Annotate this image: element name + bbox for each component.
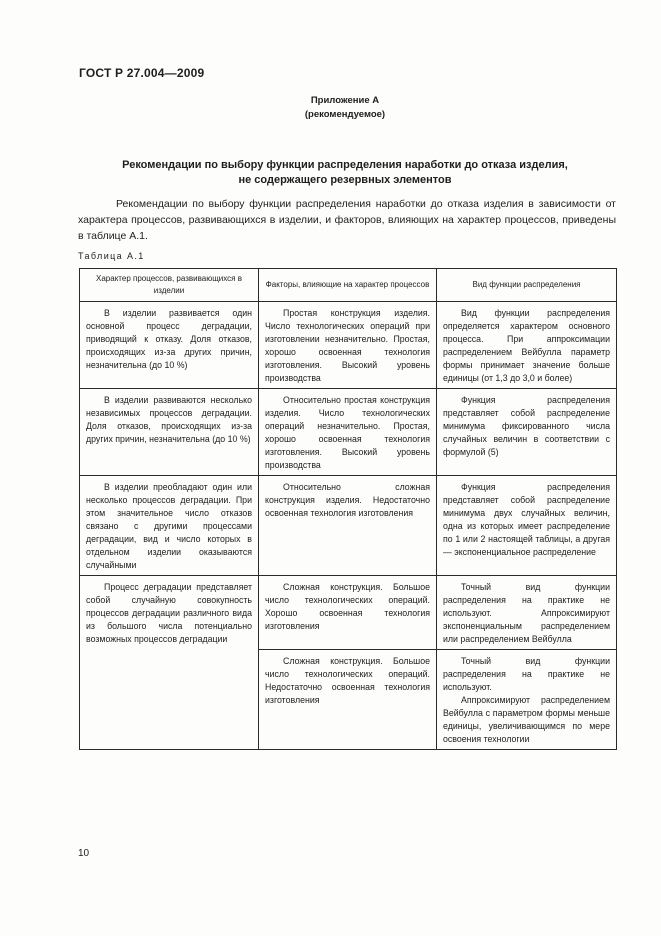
cell-factors-text: Простая конструкция изделия. Число технологических операций при изготовлении незначительно. Простая, хорошо освоенная технология изготовления. Высокий уровень производства — [265, 308, 430, 383]
cell-distribution-text: Точный вид функции распределения на практике не используют. — [443, 656, 610, 692]
cell-factors-text: Относительно сложная конструкция изделия. Недостаточно освоенная технология изготовления — [265, 482, 430, 518]
cell-factors — [259, 302, 437, 389]
cell-factors-text: Сложная конструкция. Большое число технологических операций. Недостаточно освоенная технология изготовления — [265, 656, 430, 705]
table-row — [80, 650, 617, 750]
cell-process — [80, 476, 259, 576]
table-row — [80, 389, 617, 476]
section-heading-line-1: Рекомендации по выбору функции распределения наработки до отказа изделия, — [122, 159, 568, 171]
cell-process-text: В изделии развиваются несколько независимых процессов деградации. Доля отказов, происходящих из-за других причин, незначительна (до 10 %) — [86, 395, 252, 444]
cell-process — [80, 302, 259, 389]
cell-factors-text: Относительно простая конструкция изделия. Число технологических операций незначительно. Простая, хорошо освоенная технология изготовления. Высокий уровень производства — [265, 395, 430, 470]
header-factors: Факторы, влияющие на характер процессов — [259, 269, 437, 302]
cell-process-text: В изделии развивается один основной процесс деградации, приводящий к отказу. Доля отказов, происходящих из-за других причин, незначительна (до 10 %) — [86, 308, 252, 370]
cell-factors — [259, 389, 437, 476]
intro-paragraph: Рекомендации по выбору функции распределения наработки до отказа изделия в зависимости от характера процессов, развивающихся в изделии, и факторов, влияющих на характер процессов, приведены в таблице А.1. — [78, 198, 616, 242]
cell-distribution — [437, 476, 617, 576]
cell-factors — [259, 476, 437, 576]
table-row — [80, 302, 617, 389]
cell-distribution-text: Функция распределения представляет собой распределение минимума фиксированного числа случайных величин в соответствии с формулой (5) — [443, 395, 610, 457]
header-distribution: Вид функции распределения — [437, 269, 617, 302]
table-row — [80, 576, 617, 650]
cell-distribution — [437, 650, 617, 750]
cell-process-text: В изделии преобладают один или несколько процессов деградации. При этом значительное число отказов связано с другими процессами деградации, вид и число которых в отдельном изделии оказываются случайными — [86, 482, 252, 570]
appendix-block — [200, 94, 490, 122]
cell-process — [80, 576, 259, 650]
cell-process-continued — [80, 650, 259, 750]
section-heading-line-2: не содержащего резервных элементов — [238, 174, 452, 186]
page-number: 10 — [78, 848, 90, 859]
table-header-row — [80, 269, 617, 302]
cell-distribution-text: Точный вид функции распределения на практике не используют. Аппроксимируют экспоненциальным распределением или распределением Вейбулла — [443, 582, 610, 644]
section-heading — [90, 158, 600, 188]
cell-factors — [259, 576, 437, 650]
cell-distribution-text: Аппроксимируют распределением Вейбулла с параметром формы меньше единицы, увеличивающимся по мере освоения технологии — [443, 695, 610, 744]
cell-process-text: Процесс деградации представляет собой случайную совокупность процессов деградации различного вида из большого числа потенциально возможных процессов деградации — [86, 582, 252, 644]
recommendation-table — [79, 268, 617, 750]
cell-distribution-text: Вид функции распределения определяется характером основного процесса. При аппроксимации распределением Вейбулла параметр формы принимает значение больше единицы (от 1,3 до 3,0 и более) — [443, 308, 610, 383]
cell-distribution — [437, 576, 617, 650]
appendix-status: (рекомендуемое) — [304, 109, 386, 120]
table-row — [80, 476, 617, 576]
document-code: ГОСТ Р 27.004—2009 — [79, 66, 205, 80]
cell-factors-text: Сложная конструкция. Большое число технологических операций. Хорошо освоенная технология изготовления — [265, 582, 430, 631]
cell-distribution — [437, 389, 617, 476]
cell-distribution-text: Функция распределения представляет собой распределение минимума двух случайных величин, одна из которых имеет распределение по 1 или 2 настоящей таблицы, а другая — экспоненциальное распределение — [443, 482, 610, 557]
cell-distribution — [437, 302, 617, 389]
cell-factors — [259, 650, 437, 750]
table-caption: Таблица А.1 — [78, 251, 145, 261]
header-process: Характер процессов, развивающихся в изделии — [80, 269, 259, 302]
appendix-title: Приложение А — [310, 95, 380, 106]
cell-process — [80, 389, 259, 476]
